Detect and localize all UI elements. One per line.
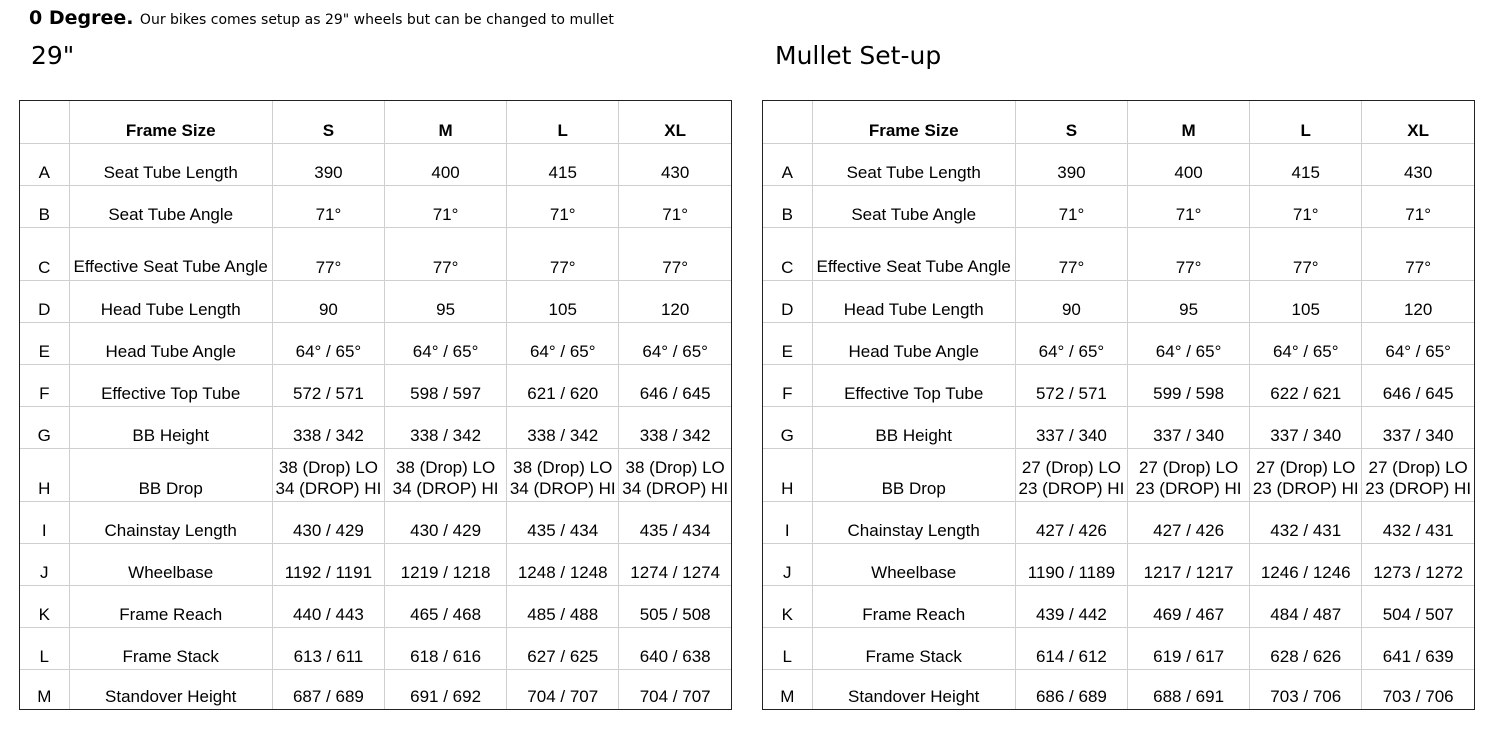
row-label: Head Tube Length — [812, 281, 1015, 323]
value-cell: 338 / 342 — [385, 407, 507, 449]
value-cell: 641 / 639 — [1362, 628, 1474, 670]
table-row — [20, 586, 731, 628]
row-letter: C — [763, 228, 812, 281]
value-cell: 64° / 65° — [619, 323, 731, 365]
value-cell: 71° — [1128, 186, 1250, 228]
row-label: Frame Reach — [69, 586, 272, 628]
value-cell: 400 — [1128, 144, 1250, 186]
value-cell: 1273 / 1272 — [1362, 544, 1474, 586]
value-cell: 614 / 612 — [1015, 628, 1127, 670]
row-label: BB Height — [69, 407, 272, 449]
value-cell: 64° / 65° — [507, 323, 619, 365]
value-line: 34 (DROP) HI — [509, 479, 616, 498]
value-cell: 90 — [1015, 281, 1127, 323]
value-cell: 71° — [619, 186, 731, 228]
value-cell — [1015, 449, 1127, 502]
value-cell: 484 / 487 — [1250, 586, 1362, 628]
value-cell: 337 / 340 — [1128, 407, 1250, 449]
row-letter: E — [20, 323, 69, 365]
value-cell: 1274 / 1274 — [619, 544, 731, 586]
value-cell: 95 — [385, 281, 507, 323]
value-cell: 77° — [1015, 228, 1127, 281]
value-cell: 77° — [619, 228, 731, 281]
value-cell: 435 / 434 — [619, 502, 731, 544]
page-header — [29, 7, 614, 29]
header-size-l: L — [507, 101, 619, 144]
value-cell: 646 / 645 — [1362, 365, 1474, 407]
row-letter: H — [763, 449, 812, 502]
row-letter: G — [20, 407, 69, 449]
value-cell: 432 / 431 — [1250, 502, 1362, 544]
value-cell: 90 — [272, 281, 384, 323]
value-cell: 71° — [507, 186, 619, 228]
section-title-mullet: Mullet Set-up — [775, 41, 942, 70]
row-letter: M — [763, 670, 812, 710]
value-line: 34 (DROP) HI — [392, 479, 499, 498]
row-label: Effective Seat Tube Angle — [69, 228, 272, 281]
value-cell: 703 / 706 — [1382, 687, 1454, 706]
value-cell: 77° — [385, 228, 507, 281]
value-cell: 435 / 434 — [507, 502, 619, 544]
table-row — [20, 281, 731, 323]
value-line: 38 (Drop) LO — [625, 458, 725, 477]
value-cell: 640 / 638 — [619, 628, 731, 670]
value-cell: 505 / 508 — [619, 586, 731, 628]
row-label: Frame Reach — [812, 586, 1015, 628]
value-cell — [1128, 449, 1250, 502]
table-header-row — [20, 101, 731, 144]
value-cell: 338 / 342 — [619, 407, 731, 449]
table-row — [763, 502, 1474, 544]
row-letter: K — [763, 586, 812, 628]
value-line: 27 (Drop) LO — [1138, 458, 1239, 477]
value-cell: 71° — [1015, 186, 1127, 228]
value-cell: 337 / 340 — [1015, 407, 1127, 449]
header-blank-cell — [763, 101, 812, 144]
table-row — [763, 228, 1474, 281]
value-cell: 77° — [1362, 228, 1474, 281]
table-row — [20, 186, 731, 228]
value-line: 27 (Drop) LO — [1021, 458, 1122, 477]
value-cell: 64° / 65° — [385, 323, 507, 365]
header-size-l: L — [1250, 101, 1362, 144]
row-letter: F — [763, 365, 812, 407]
value-cell: 439 / 442 — [1015, 586, 1127, 628]
row-letter: B — [763, 186, 812, 228]
header-blank-cell — [20, 101, 69, 144]
value-cell: 646 / 645 — [619, 365, 731, 407]
value-cell: 691 / 692 — [385, 670, 507, 710]
value-line: 38 (Drop) LO — [278, 458, 379, 477]
table-row — [763, 407, 1474, 449]
table-row — [20, 628, 731, 670]
row-letter: K — [20, 586, 69, 628]
geometry-table — [763, 101, 1474, 709]
value-cell: 64° / 65° — [1250, 323, 1362, 365]
table-row — [20, 407, 731, 449]
row-label: Chainstay Length — [69, 502, 272, 544]
value-cell: 1217 / 1217 — [1128, 544, 1250, 586]
value-cell: 77° — [272, 228, 384, 281]
row-letter: J — [763, 544, 812, 586]
value-line: 34 (DROP) HI — [622, 479, 729, 498]
row-letter: I — [20, 502, 69, 544]
value-line: 23 (DROP) HI — [1365, 479, 1472, 498]
value-cell: 105 — [507, 281, 619, 323]
value-cell — [1250, 449, 1362, 502]
value-cell: 432 / 431 — [1362, 502, 1474, 544]
value-cell: 686 / 689 — [1015, 670, 1127, 710]
value-line: 27 (Drop) LO — [1256, 458, 1356, 477]
row-label: Head Tube Angle — [69, 323, 272, 365]
value-cell: 64° / 65° — [272, 323, 384, 365]
setup-note: Our bikes comes setup as 29" wheels but can be changed to mullet — [139, 12, 614, 28]
value-cell: 77° — [507, 228, 619, 281]
value-cell: 77° — [1128, 228, 1250, 281]
row-letter: E — [763, 323, 812, 365]
table-row — [763, 586, 1474, 628]
geometry-table — [20, 101, 731, 709]
row-label: Effective Top Tube — [812, 365, 1015, 407]
value-cell: 120 — [619, 281, 731, 323]
row-label: Wheelbase — [812, 544, 1015, 586]
value-cell: 621 / 620 — [507, 365, 619, 407]
table-row — [763, 144, 1474, 186]
value-cell: 572 / 571 — [272, 365, 384, 407]
value-line: 23 (DROP) HI — [1018, 479, 1125, 498]
row-label: Frame Stack — [812, 628, 1015, 670]
table-header-row — [763, 101, 1474, 144]
value-line: 38 (Drop) LO — [513, 458, 613, 477]
table-row — [763, 323, 1474, 365]
row-letter: M — [20, 670, 69, 710]
geometry-table-29 — [19, 100, 732, 710]
value-cell: 599 / 598 — [1128, 365, 1250, 407]
table-row — [20, 449, 731, 502]
header-size-s: S — [272, 101, 384, 144]
value-line: 23 (DROP) HI — [1252, 479, 1359, 498]
value-cell: 1190 / 1189 — [1015, 544, 1127, 586]
value-cell: 622 / 621 — [1250, 365, 1362, 407]
value-cell: 465 / 468 — [385, 586, 507, 628]
value-line: 34 (DROP) HI — [275, 479, 382, 498]
row-label: Effective Seat Tube Angle — [812, 228, 1015, 281]
value-cell: 572 / 571 — [1015, 365, 1127, 407]
value-cell: 390 — [1015, 144, 1127, 186]
table-row — [20, 502, 731, 544]
row-label: Seat Tube Length — [812, 144, 1015, 186]
row-letter: F — [20, 365, 69, 407]
value-line: 27 (Drop) LO — [1368, 458, 1468, 477]
row-letter: I — [763, 502, 812, 544]
row-label: Standover Height — [69, 670, 272, 710]
table-row — [763, 281, 1474, 323]
value-cell: 704 / 707 — [639, 687, 711, 706]
section-title-29: 29" — [31, 41, 75, 70]
value-cell: 95 — [1128, 281, 1250, 323]
value-cell: 71° — [272, 186, 384, 228]
value-cell: 427 / 426 — [1015, 502, 1127, 544]
row-letter: G — [763, 407, 812, 449]
value-cell: 338 / 342 — [272, 407, 384, 449]
value-cell: 1248 / 1248 — [507, 544, 619, 586]
header-frame-size: Frame Size — [812, 101, 1015, 144]
value-cell: 64° / 65° — [1128, 323, 1250, 365]
value-line: 38 (Drop) LO — [395, 458, 496, 477]
value-cell: 1219 / 1218 — [385, 544, 507, 586]
row-letter: L — [20, 628, 69, 670]
row-label: Seat Tube Angle — [69, 186, 272, 228]
value-cell: 504 / 507 — [1362, 586, 1474, 628]
geometry-table-mullet — [762, 100, 1475, 710]
value-cell: 704 / 707 — [507, 670, 619, 710]
table-row — [763, 449, 1474, 502]
table-row — [763, 670, 1474, 710]
brand-name: 0 Degree. — [29, 7, 134, 29]
table-row — [763, 365, 1474, 407]
value-cell: 430 / 429 — [385, 502, 507, 544]
value-cell: 687 / 689 — [272, 670, 384, 710]
value-cell — [619, 449, 731, 502]
value-cell: 618 / 616 — [385, 628, 507, 670]
value-cell: 71° — [385, 186, 507, 228]
value-cell: 430 — [619, 144, 731, 186]
value-cell: 337 / 340 — [1362, 407, 1474, 449]
value-cell: 703 / 706 — [1250, 670, 1362, 710]
value-cell: 120 — [1362, 281, 1474, 323]
row-letter: J — [20, 544, 69, 586]
row-label: Standover Height — [812, 670, 1015, 710]
table-row — [20, 670, 731, 710]
value-cell: 619 / 617 — [1128, 628, 1250, 670]
value-cell: 440 / 443 — [272, 586, 384, 628]
table-row — [763, 186, 1474, 228]
header-frame-size: Frame Size — [69, 101, 272, 144]
value-cell: 485 / 488 — [507, 586, 619, 628]
table-row — [20, 544, 731, 586]
value-cell: 1246 / 1246 — [1250, 544, 1362, 586]
header-size-m: M — [385, 101, 507, 144]
value-cell: 430 / 429 — [272, 502, 384, 544]
row-letter: D — [20, 281, 69, 323]
row-letter: B — [20, 186, 69, 228]
value-cell: 688 / 691 — [1128, 670, 1250, 710]
value-cell: 105 — [1250, 281, 1362, 323]
table-row — [20, 144, 731, 186]
value-cell: 415 — [507, 144, 619, 186]
row-label: BB Drop — [69, 449, 272, 502]
table-row — [763, 628, 1474, 670]
table-row — [20, 365, 731, 407]
value-cell: 338 / 342 — [507, 407, 619, 449]
value-cell: 613 / 611 — [272, 628, 384, 670]
value-cell: 598 / 597 — [385, 365, 507, 407]
row-label: Seat Tube Angle — [812, 186, 1015, 228]
value-cell: 628 / 626 — [1250, 628, 1362, 670]
row-letter: H — [20, 449, 69, 502]
value-cell: 627 / 625 — [507, 628, 619, 670]
row-letter: D — [763, 281, 812, 323]
value-cell: 469 / 467 — [1128, 586, 1250, 628]
table-row — [763, 544, 1474, 586]
value-cell: 64° / 65° — [1015, 323, 1127, 365]
value-cell: 71° — [1362, 186, 1474, 228]
table-row — [20, 323, 731, 365]
value-cell: 415 — [1250, 144, 1362, 186]
value-cell: 71° — [1250, 186, 1362, 228]
value-cell: 390 — [272, 144, 384, 186]
value-cell — [385, 449, 507, 502]
header-size-m: M — [1128, 101, 1250, 144]
value-cell: 430 — [1362, 144, 1474, 186]
value-cell — [507, 449, 619, 502]
header-size-xl: XL — [619, 101, 731, 144]
header-size-xl: XL — [1362, 101, 1474, 144]
table-row — [20, 228, 731, 281]
row-label: Wheelbase — [69, 544, 272, 586]
row-label: Seat Tube Length — [69, 144, 272, 186]
row-label: Effective Top Tube — [69, 365, 272, 407]
value-cell: 1192 / 1191 — [272, 544, 384, 586]
row-label: Head Tube Length — [69, 281, 272, 323]
row-letter: A — [20, 144, 69, 186]
value-cell — [272, 449, 384, 502]
value-cell: 77° — [1250, 228, 1362, 281]
row-letter: A — [763, 144, 812, 186]
row-label: BB Drop — [812, 449, 1015, 502]
value-line: 23 (DROP) HI — [1135, 479, 1242, 498]
row-label: Head Tube Angle — [812, 323, 1015, 365]
value-cell: 64° / 65° — [1362, 323, 1474, 365]
row-label: BB Height — [812, 407, 1015, 449]
row-letter: L — [763, 628, 812, 670]
value-cell: 400 — [385, 144, 507, 186]
header-size-s: S — [1015, 101, 1127, 144]
value-cell: 427 / 426 — [1128, 502, 1250, 544]
row-letter: C — [20, 228, 69, 281]
row-label: Chainstay Length — [812, 502, 1015, 544]
row-label: Frame Stack — [69, 628, 272, 670]
value-cell — [1362, 449, 1474, 502]
value-cell: 337 / 340 — [1250, 407, 1362, 449]
